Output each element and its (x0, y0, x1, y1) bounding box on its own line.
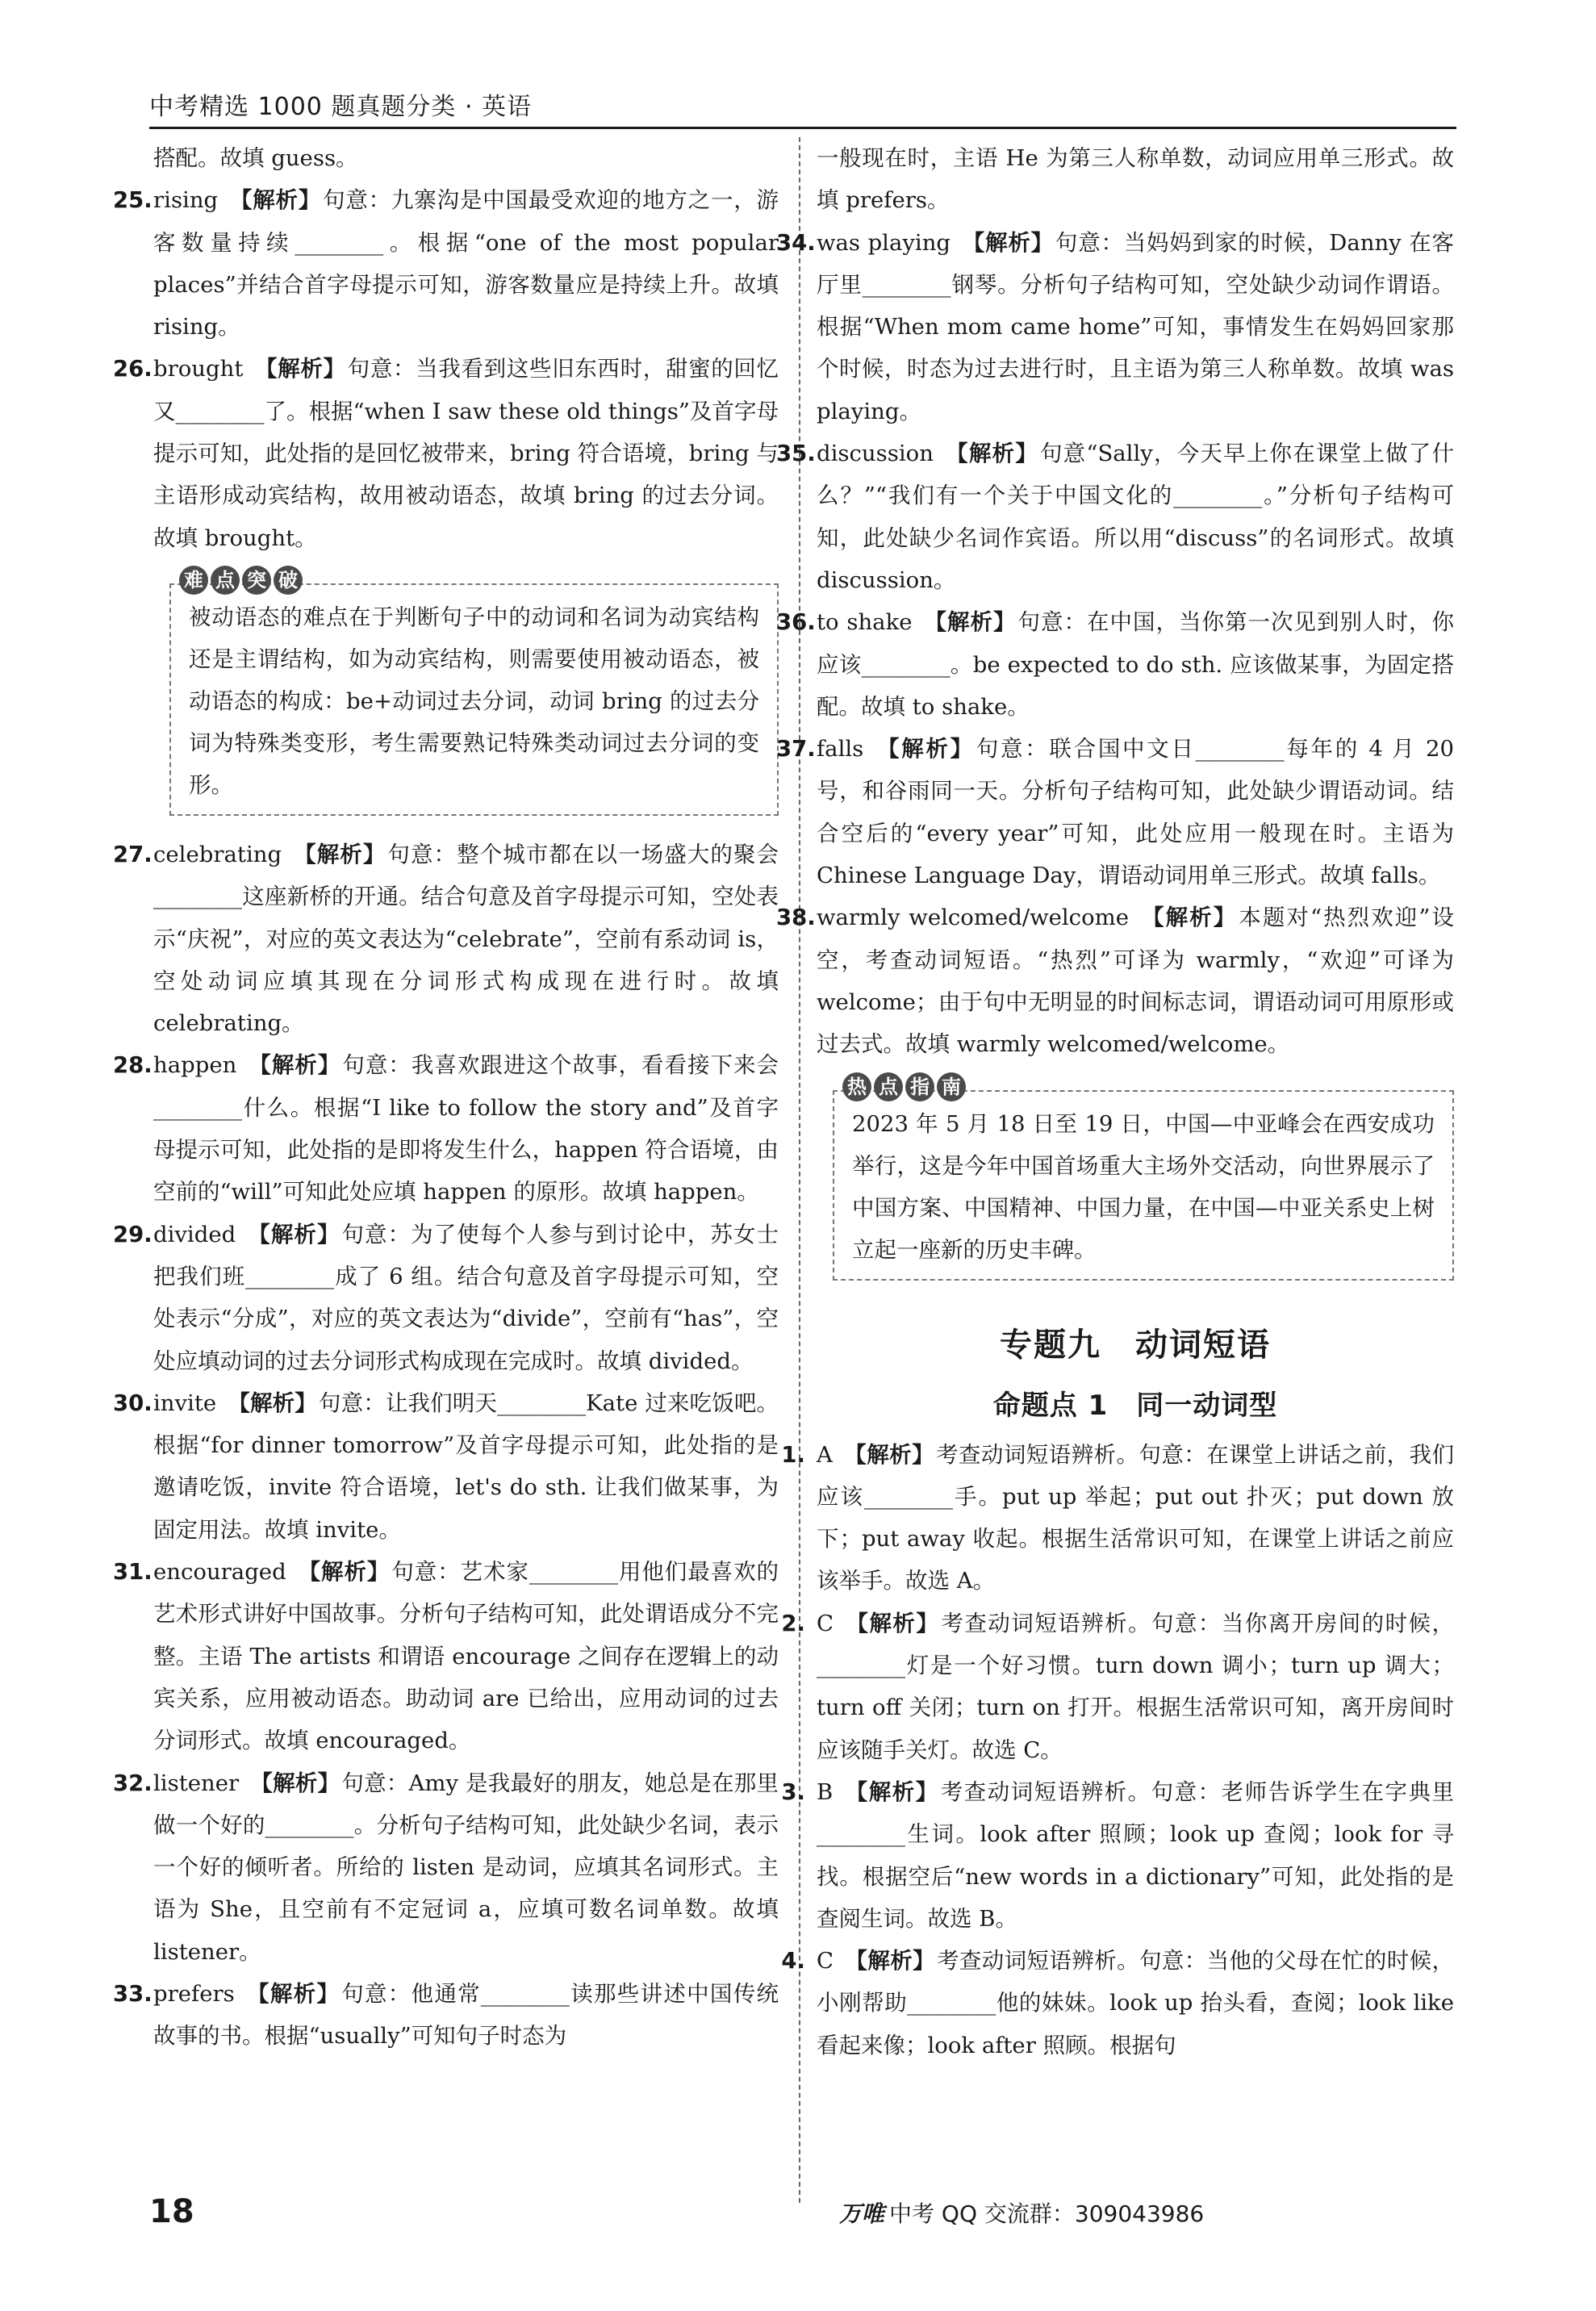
page-header (149, 81, 1456, 129)
item-answer: encouraged (153, 1559, 286, 1586)
answer-list (781, 1434, 1455, 2067)
analysis-tag: 【解析】 (923, 609, 1017, 636)
answer-item (776, 896, 1454, 1065)
analysis-tag: 【解析】 (843, 1441, 935, 1468)
tip-box-difficulty (169, 568, 779, 816)
answer-item (113, 1551, 779, 1761)
item-number: 32. (113, 1770, 152, 1796)
item-number: 3. (781, 1778, 805, 1805)
analysis-tag: 【解析】 (245, 1980, 341, 2007)
item-explanation: 本题对“热烈欢迎”设空，考查动词短语。“热烈”可译为 warmly，“欢迎”可译为 welcome；由于句中无明显的时间标志词，谓语动词可用原形或过去式。故填 warmly welcomed/welcome。 (817, 905, 1454, 1058)
book-title: 中考精选 1000 题真题分类 · 英语 (149, 93, 533, 121)
answer-item (776, 222, 1454, 433)
answer-list (776, 137, 1455, 1066)
tip-badge (842, 1072, 966, 1101)
analysis-tag: 【解析】 (1140, 905, 1238, 931)
item-answer: falls (817, 736, 864, 763)
item-number: 38. (776, 905, 816, 931)
page-number: 18 (149, 2193, 194, 2230)
item-explanation: 句意：整个城市都在以一场盛大的聚会________这座新桥的开通。结合句意及首字母提示可知，空处表示“庆祝”，对应的英文表达为“celebrate”，空前有系动词 is，空处动词应填其现在分词形式构成现在进行时。故填 celebrating。 (153, 841, 779, 1037)
item-number: 33. (113, 1980, 152, 2007)
item-answer: divided (153, 1221, 236, 1247)
analysis-tag: 【解析】 (875, 736, 975, 763)
item-answer: A (817, 1441, 833, 1468)
answer-item (113, 179, 779, 348)
item-explanation: 考查动词短语辨析。句意：当他的父母在忙的时候，小刚帮助________他的妹妹。look up 抬头看，查阅；look like 看起来像；look after 照顾。根据句 (817, 1948, 1454, 2058)
analysis-tag: 【解析】 (248, 1052, 341, 1079)
item-number: 30. (113, 1390, 152, 1416)
tip-text: 2023 年 5 月 18 日至 19 日，中国—中亚峰会在西安成功举行，这是今年中国首场重大主场外交活动，向世界展示了中国方案、中国精神、中国力量，在中国—中亚关系史上树立起一座新的历史丰碑。 (852, 1110, 1435, 1263)
item-explanation: 句意：联合国中文日________每年的 4 月 20 号，和谷雨同一天。分析句子结构可知，此处缺少谓语动词。结合空后的“every year”可知，此处应用一般现在时。主语为 Chinese Language Day，谓语动词用单三形式。故填 falls。 (817, 736, 1455, 889)
item-answer: celebrating (153, 841, 282, 867)
item-answer: listener (153, 1770, 240, 1796)
badge-char: 点 (874, 1072, 903, 1101)
item-answer: rising (153, 187, 219, 214)
answer-item (113, 834, 779, 1044)
item-number: 28. (113, 1052, 152, 1079)
analysis-tag: 【解析】 (229, 187, 322, 214)
item-number: 2. (781, 1610, 805, 1636)
badge-char: 突 (242, 566, 271, 595)
item-explanation: 句意“Sally，今天早上你在课堂上做了什么？”“我们有一个关于中国文化的________。”分析句子结构可知，此处缺少名词作宾语。所以用“discuss”的名词形式。故填 discussion。 (817, 441, 1455, 593)
answer-item (776, 601, 1455, 728)
item-number: 25. (113, 187, 152, 214)
item-number: 37. (776, 736, 816, 763)
badge-char: 热 (842, 1072, 871, 1101)
tip-text: 被动语态的难点在于判断句子中的动词和名词为动宾结构还是主谓结构，如为动宾结构，则需要使用被动语态，被动语态的构成：be+动词过去分词，动词 bring 的过去分词为特殊类变形，考生需要熟记特殊类动词过去分词的变形。 (189, 604, 759, 798)
section-title: 专题九 动词短语 (1000, 1326, 1271, 1364)
badge-char: 破 (274, 566, 303, 595)
badge-char: 南 (937, 1072, 966, 1101)
item-explanation: 句意：让我们明天________Kate 过来吃饭吧。根据“for dinner tomorrow”及首字母提示可知，此处指的是邀请吃饭，invite 符合语境，let's do sth. 让我们做某事，为固定用法。故填 invite。 (153, 1390, 779, 1543)
item-answer: C (817, 1948, 834, 1975)
item-number: 1. (781, 1441, 805, 1468)
item-explanation: 考查动词短语辨析。句意：当你离开房间的时候，________灯是一个好习惯。turn down 调小；turn up 调大；turn off 关闭；turn on 打开。根据生活常识可知，离开房间时应该随手关灯。故选 C。 (817, 1610, 1455, 1763)
item-answer: was playing (817, 229, 951, 256)
badge-char: 点 (211, 566, 240, 595)
item-explanation: 搭配。故填 guess。 (153, 145, 358, 171)
answer-item (776, 433, 1455, 601)
badge-char: 难 (179, 566, 208, 595)
answer-item (113, 1214, 779, 1382)
answer-item (113, 1973, 779, 2058)
section-subtitle: 命题点 1 同一动词型 (992, 1389, 1278, 1422)
answer-item (113, 1044, 779, 1213)
analysis-tag: 【解析】 (962, 229, 1054, 256)
item-number: 4. (781, 1948, 805, 1975)
left-column (113, 137, 779, 2058)
item-answer: invite (153, 1390, 217, 1416)
answer-list (113, 834, 779, 2058)
item-explanation: 句意：他通常________读那些讲述中国传统故事的书。根据“usually”可知句子时态为 (153, 1980, 779, 2050)
item-explanation: 句意：为了使每个人参与到讨论中，苏女士把我们班________成了 6 组。结合句意及首字母提示可知，空处表示“分成”，对应的英文表达为“divide”，空前有“has”，空处应填动词的过去分词形式构成现在完成时。故填 divided。 (153, 1221, 779, 1374)
item-explanation: 句意：在中国，当你第一次见到别人时，你应该________。be expected to do sth. 应该做某事，为固定搭配。故填 to shake。 (817, 609, 1455, 720)
item-number: 35. (776, 441, 816, 467)
item-explanation: 句意：我喜欢跟进这个故事，看看接下来会________什么。根据“I like to follow the story and”及首字母提示可知，此处指的是即将发生什么，happen 符合语境，由空前的“will”可知此处应填 happen 的原形。故填 happen。 (153, 1052, 779, 1206)
item-answer: discussion (817, 441, 934, 467)
answer-item (781, 1603, 1455, 1771)
item-answer: to shake (817, 609, 913, 636)
answer-item (113, 1382, 779, 1551)
item-explanation: 句意：九寨沟是中国最受欢迎的地方之一，游客数量持续________。根据“one of the most popular places”并结合首字母提示可知，游客数量应是持续上升。故填 rising。 (153, 187, 779, 341)
brand-logo: 万唯 (839, 2200, 885, 2227)
answer-item (817, 137, 1454, 222)
item-explanation: 句意：当我看到这些旧东西时，甜蜜的回忆又________了。根据“when I saw these old things”及首字母提示可知，此处指的是回忆被带来，bring 符合语境，bring 与主语形成动宾结构，故用被动语态，故填 bring 的过去分词。故填 brought。 (153, 356, 779, 551)
item-number: 27. (113, 841, 152, 867)
item-explanation: 一般现在时，主语 He 为第三人称单数，动词应用单三形式。故填 prefers。 (817, 145, 1454, 214)
footer-qq-group (839, 2196, 1204, 2229)
analysis-tag: 【解析】 (844, 1778, 939, 1805)
item-number: 34. (776, 229, 816, 256)
answer-item (776, 728, 1455, 896)
item-explanation: 句意：Amy 是我最好的朋友，她总是在那里做一个好的________。分析句子结构可知，此处缺少名词，表示一个好的倾听者。所给的 listen 是动词，应填其名词形式。主语为 She，且空前有不定冠词 a，应填可数名词单数。故填 listener。 (153, 1770, 779, 1965)
item-explanation: 句意：艺术家________用他们最喜欢的艺术形式讲好中国故事。分析句子结构可知，此处谓语成分不完整。主语 The artists 和谓语 encourage 之间存在逻辑上的动宾关系，应用被动语态。助动词 are 已给出，应用动词的过去分词形式。故填 encouraged。 (153, 1559, 779, 1754)
answer-item (113, 1762, 779, 1973)
item-answer: warmly welcomed/welcome (817, 905, 1129, 931)
analysis-tag: 【解析】 (944, 441, 1038, 467)
item-explanation: 考查动词短语辨析。句意：在课堂上讲话之前，我们应该________手。put up 举起；put out 扑灭；put down 放下；put away 收起。根据生活常识可知，在课堂上讲话之前应该举手。故选 A。 (817, 1441, 1455, 1594)
analysis-tag: 【解析】 (297, 1559, 391, 1586)
item-answer: B (817, 1778, 834, 1805)
item-explanation: 考查动词短语辨析。句意：老师告诉学生在字典里________生词。look after 照顾；look up 查阅；look for 寻找。根据空后“new words in a dictionary”可知，此处指的是查阅生词。故选 B。 (817, 1778, 1455, 1932)
analysis-tag: 【解析】 (293, 841, 386, 867)
answer-item (781, 1771, 1455, 1940)
analysis-tag: 【解析】 (254, 356, 346, 382)
analysis-tag: 【解析】 (228, 1390, 317, 1416)
analysis-tag: 【解析】 (845, 1948, 935, 1975)
item-number: 36. (776, 609, 816, 636)
tip-box-hotspot (833, 1075, 1454, 1281)
answer-item (781, 1434, 1455, 1603)
answer-item (781, 1940, 1454, 2067)
item-number: 31. (113, 1559, 152, 1586)
badge-char: 指 (905, 1072, 934, 1101)
answer-list (113, 137, 779, 559)
item-answer: brought (153, 356, 244, 382)
answer-item (153, 137, 779, 179)
item-number: 26. (113, 356, 152, 382)
right-column (776, 137, 1455, 2067)
analysis-tag: 【解析】 (845, 1610, 940, 1636)
item-number: 29. (113, 1221, 152, 1247)
analysis-tag: 【解析】 (250, 1770, 341, 1796)
item-answer: happen (153, 1052, 237, 1079)
tip-badge (179, 566, 303, 595)
qq-text: 中考 QQ 交流群：309043986 (889, 2200, 1205, 2227)
item-explanation: 句意：当妈妈到家的时候，Danny 在客厅里________钢琴。分析句子结构可知，空处缺少动词作谓语。根据“When mom came home”可知，事情发生在妈妈回家那个时候，时态为过去进行时，且主语为第三人称单数。故填 was playing。 (817, 229, 1454, 424)
analysis-tag: 【解析】 (247, 1221, 341, 1247)
item-answer: prefers (153, 1980, 235, 2007)
item-answer: C (817, 1610, 834, 1636)
answer-item (113, 348, 779, 558)
